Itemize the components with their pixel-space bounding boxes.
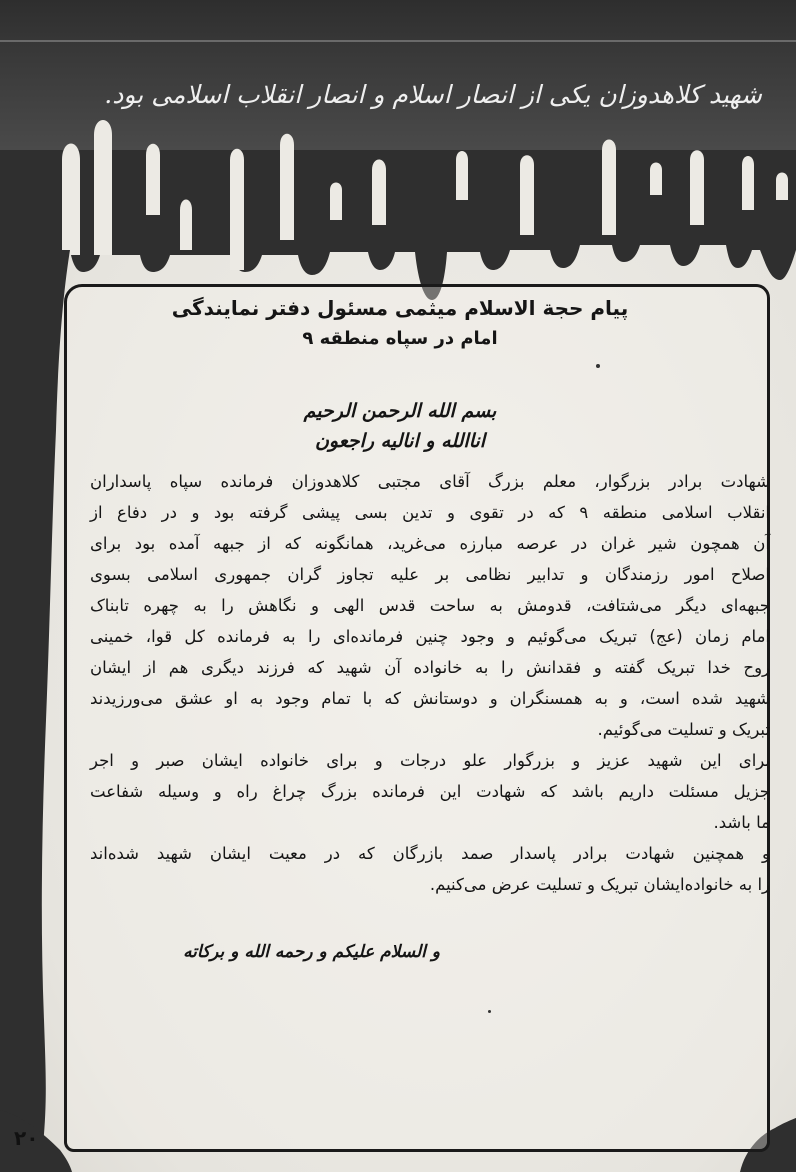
- body-line: برای این شهید عزیز و بزرگوار علو درجات و برای خانواده ایشان صبر و اجر: [90, 751, 770, 770]
- left-ink-wall: [0, 250, 70, 1172]
- message-title-line-1: پیام حجة الاسلام میثمی مسئول دفتر نمایندگی: [171, 296, 629, 320]
- body-line: جبهه‌ای دیگر می‌شتافت، قدومش به ساحت قدس الهی و نگاهش را به چهره تابناک: [90, 596, 770, 615]
- body-line: آن همچون شیر غران در عرصه مبارزه می‌غرید، همانگونه که از جبهه آمده بود برای: [90, 534, 770, 553]
- body-line: انقلاب اسلامی منطقه ۹ که در تقوی و تدین بسی پیشی گرفته بود و در دفاع از: [90, 503, 771, 522]
- message-body: [90, 466, 770, 900]
- inna-lillah-verse: اناالله و انالیه راجعون: [314, 430, 486, 452]
- ink-speck: [596, 364, 600, 368]
- body-line: را به خانواده‌ایشان تبریک و تسلیت عرض می‌کنیم.: [429, 875, 770, 894]
- body-line: شهید شده است، و به همسنگران و دوستانش که با تمام وجود به او عشق می‌ورزیدند: [90, 689, 770, 708]
- page-number: ۲۰: [14, 1126, 39, 1150]
- body-line: و همچنین شهادت برادر پاسدار صمد بازرگان که در معیت ایشان شهید شده‌اند: [90, 844, 770, 863]
- body-line: تبریک و تسلیت می‌گوئیم.: [597, 720, 770, 739]
- closing-salutation: و السلام علیکم و رحمه الله و برکاته: [183, 942, 440, 962]
- body-line: ما باشد.: [713, 813, 770, 832]
- body-line: جزیل مسئلت داریم باشد که شهادت این فرمانده بزرگ چراغ راه و وسیله شفاعت: [90, 782, 770, 801]
- body-line: شهادت برادر بزرگوار، معلم بزرگ آقای مجتبی کلاهدوزان فرمانده سپاه پاسداران: [90, 472, 770, 491]
- body-line: امام زمان (عج) تبریک می‌گوئیم و وجود چنین فرمانده‌ای را به فرمانده کل قوا، خمینی: [90, 627, 770, 646]
- basmala: بسم الله الرحمن الرحیم: [303, 400, 497, 422]
- message-title-line-2: امام در سپاه منطقه ۹: [302, 328, 498, 349]
- body-line: اصلاح امور رزمندگان و تدابیر نظامی بر علیه تجاوز گران جمهوری اسلامی بسوی: [90, 565, 770, 584]
- drip-band: [0, 150, 796, 300]
- body-line: روح خدا تبریک گفته و فقدانش را به خانواده آن شهید که فرزند دیگری هم از ایشان: [90, 658, 770, 677]
- headline: شهید کلاهدوزان یکی از انصار اسلام و انصار انقلاب اسلامی بود.: [104, 80, 762, 109]
- ink-speck: [488, 1010, 491, 1013]
